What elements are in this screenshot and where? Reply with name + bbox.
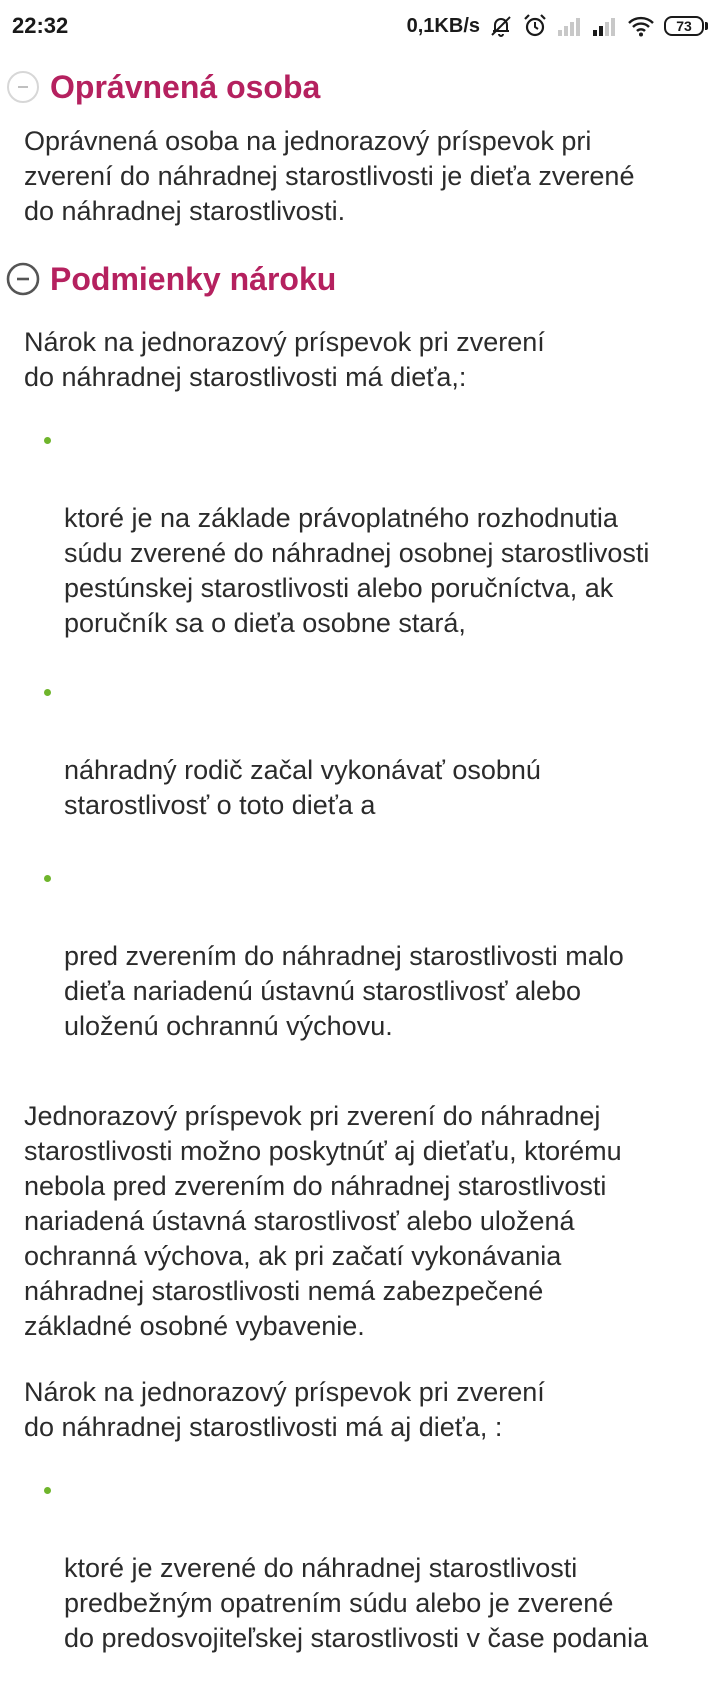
battery-level: 73 (664, 16, 704, 36)
network-speed: 0,1KB/s (406, 14, 480, 37)
status-bar (0, 0, 720, 52)
wifi-icon (627, 15, 655, 37)
alarm-icon (522, 13, 548, 39)
section-header-podmienky-naroku[interactable] (0, 233, 720, 325)
list-item-text: pred zverením do náhradnej starostlivosti malo dieťa nariadenú ústavnú starostlivosť alebo uloženú ochrannú výchovu. (64, 941, 624, 1041)
list-item-text: ktoré je zverené do náhradnej starostlivosti predbežným opatrením súdu alebo je zverené do predosvojiteľskej starostlivosti v čase podania (64, 1553, 649, 1653)
content (0, 52, 720, 1691)
signal-icon (557, 15, 583, 37)
paragraph: Jednorazový príspevok pri zverení do náhradnej starostlivosti možno poskytnúť aj dieťaťu, ktorému nebola pred zverením do náhradnej starostlivosti nariadená ústavná starostlivosť alebo uložená ochranná výchova, ak pri začatí vykonávania náhradnej starostlivosti nemá zabezpečené základné osobné vybavenie. (24, 1101, 622, 1341)
status-icons (407, 13, 708, 39)
bullet-dot (44, 689, 51, 696)
list-item-text: ktoré je na základe právoplatného rozhodnutia súdu zverené do náhradnej osobnej starostlivosti pestúnskej starostlivosti alebo poručníctva, ak poručník sa o dieťa osobne stará, (64, 503, 650, 638)
status-time: 22:32 (12, 13, 69, 38)
paragraph: Oprávnená osoba na jednorazový príspevok pri zverení do náhradnej starostlivosti je dieťa zverené do náhradnej starostlivosti. (24, 126, 635, 226)
bullet-dot (44, 1487, 51, 1494)
section-title: Podmienky nároku (50, 260, 337, 297)
bullet-dot (44, 437, 51, 444)
minus-circle-icon[interactable] (6, 262, 40, 296)
list-item-text: náhradný rodič začal vykonávať osobnú starostlivosť o toto dieťa a (64, 755, 541, 820)
section-title: Oprávnená osoba (50, 68, 321, 105)
bell-off-icon (489, 14, 513, 38)
paragraph: Nárok na jednorazový príspevok pri zverení do náhradnej starostlivosti má dieťa,: (24, 327, 545, 392)
minus-circle-icon[interactable] (6, 70, 40, 104)
list-item (0, 683, 720, 858)
section-header-opravnena-osoba[interactable] (0, 52, 720, 122)
battery-icon (664, 16, 708, 36)
list-item (0, 1481, 720, 1691)
bullet-dot (44, 875, 51, 882)
signal-icon (592, 15, 618, 37)
bullet-list (0, 1481, 720, 1691)
paragraph: Nárok na jednorazový príspevok pri zverení do náhradnej starostlivosti má aj dieťa, : (24, 1377, 545, 1442)
bullet-list (0, 431, 720, 1079)
list-item (0, 431, 720, 676)
list-item (0, 869, 720, 1079)
